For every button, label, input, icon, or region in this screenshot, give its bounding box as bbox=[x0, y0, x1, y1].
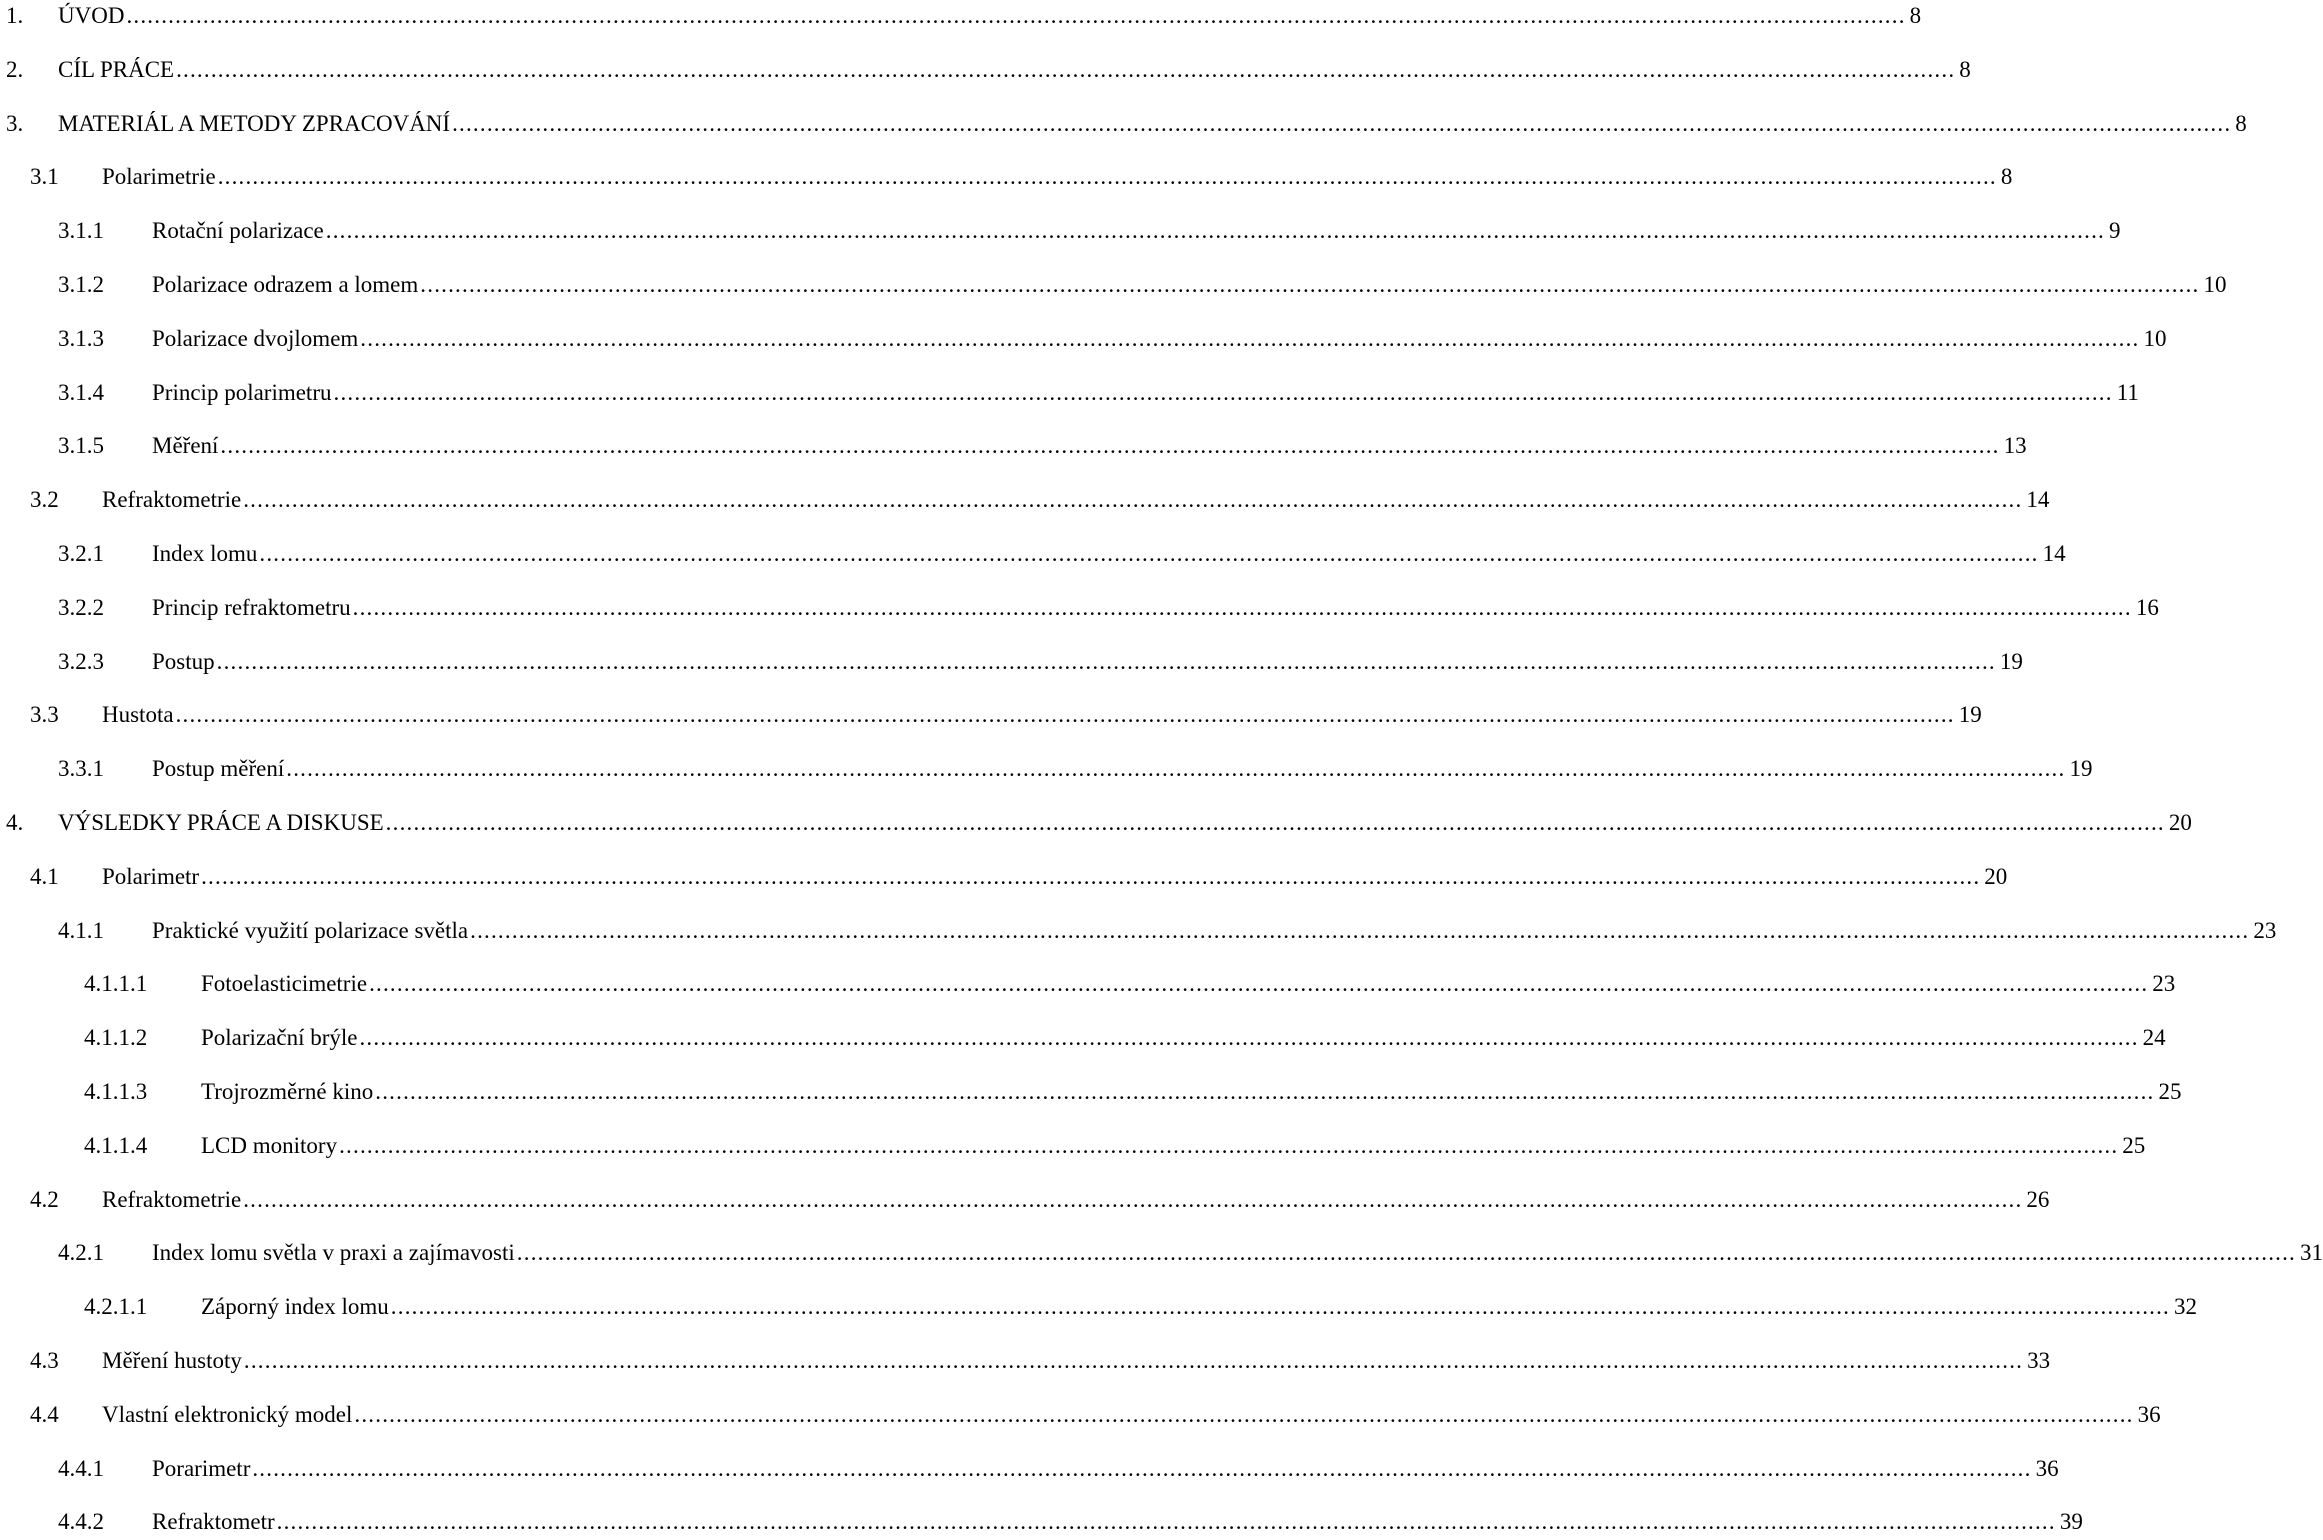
toc-entry-number: 3.1.2 bbox=[58, 272, 104, 297]
toc-entry-page-number[interactable]: 19 bbox=[2069, 756, 2093, 782]
toc-entry[interactable] bbox=[0, 1343, 2051, 1379]
dot-leader bbox=[244, 1343, 2023, 1379]
toc-entry-number: 4.4.1 bbox=[58, 1455, 104, 1481]
toc-entry-number: 4. bbox=[6, 810, 24, 835]
toc-entry-number: 3.2 bbox=[30, 487, 59, 513]
toc-entry-number: 2. bbox=[6, 56, 24, 82]
dot-leader bbox=[277, 1504, 2056, 1540]
toc-entry-page-number[interactable]: 39 bbox=[2059, 1509, 2083, 1535]
toc-entry[interactable] bbox=[0, 267, 2227, 303]
dot-leader bbox=[252, 1451, 2031, 1487]
dot-leader bbox=[243, 482, 2022, 518]
toc-entry-page-number[interactable]: 33 bbox=[2027, 1348, 2051, 1373]
toc-entry-title[interactable]: Vlastní elektronický model bbox=[102, 1401, 353, 1427]
dot-leader bbox=[354, 1397, 2133, 1433]
toc-entry[interactable] bbox=[0, 0, 1922, 34]
toc-entry-number: 3.2.1 bbox=[58, 541, 104, 566]
toc-entry-page-number[interactable]: 19 bbox=[1999, 648, 2023, 674]
toc-entry-page-number[interactable]: 8 bbox=[1959, 56, 1971, 82]
toc-entry-title[interactable]: Polarizace odrazem a lomem bbox=[152, 272, 419, 297]
toc-entry-title[interactable]: Princip polarimetru bbox=[152, 379, 332, 405]
dot-leader bbox=[176, 52, 1955, 88]
toc-entry[interactable] bbox=[0, 805, 2192, 841]
toc-entry-title[interactable]: Index lomu bbox=[152, 541, 258, 566]
toc-entry-page-number[interactable]: 24 bbox=[2142, 1025, 2166, 1051]
toc-entry-page-number[interactable]: 19 bbox=[1958, 702, 1982, 728]
toc-entry-title[interactable]: CÍL PRÁCE bbox=[58, 56, 175, 82]
toc-entry[interactable] bbox=[0, 966, 2176, 1002]
toc-entry-title[interactable]: Index lomu světla v praxi a zajímavosti bbox=[152, 1240, 515, 1266]
toc-entry-title[interactable]: Trojrozměrné kino bbox=[201, 1079, 374, 1104]
dot-leader bbox=[452, 106, 2231, 142]
toc-entry[interactable] bbox=[0, 1020, 2166, 1056]
toc-entry-title[interactable]: Fotoelasticimetrie bbox=[201, 971, 368, 997]
toc-entry-page-number[interactable]: 32 bbox=[2174, 1294, 2197, 1320]
toc-entry-page-number[interactable]: 8 bbox=[2000, 164, 2013, 190]
toc-entry-page-number[interactable]: 36 bbox=[2137, 1401, 2161, 1427]
dot-leader bbox=[369, 966, 2148, 1002]
dot-leader bbox=[353, 590, 2132, 626]
dot-leader bbox=[420, 267, 2199, 303]
toc-entry[interactable] bbox=[0, 1451, 2059, 1487]
toc-entry-number: 4.4 bbox=[30, 1401, 59, 1427]
toc-entry[interactable] bbox=[0, 751, 2093, 787]
toc-entry-title[interactable]: Refraktometrie bbox=[102, 487, 242, 513]
toc-entry-number: 4.1.1.3 bbox=[84, 1079, 148, 1104]
toc-entry[interactable] bbox=[0, 213, 2121, 249]
toc-entry-number: 4.1 bbox=[30, 863, 59, 889]
toc-entry-title[interactable]: Hustota bbox=[102, 702, 174, 728]
toc-entry[interactable] bbox=[0, 1289, 2197, 1325]
toc-entry-page-number[interactable]: 25 bbox=[2122, 1132, 2146, 1158]
toc-entry-page-number[interactable]: 16 bbox=[2135, 594, 2159, 620]
toc-entry-page-number[interactable]: 23 bbox=[2152, 971, 2176, 997]
toc-entry-title[interactable]: MATERIÁL A METODY ZPRACOVÁNÍ bbox=[58, 110, 451, 136]
toc-entry[interactable] bbox=[0, 1235, 2323, 1271]
toc-entry-number: 3.1 bbox=[30, 164, 59, 190]
dot-leader bbox=[286, 751, 2065, 787]
dot-leader bbox=[220, 428, 1999, 464]
toc-entry[interactable] bbox=[0, 1504, 2083, 1540]
toc-entry-page-number[interactable]: 20 bbox=[2168, 810, 2192, 835]
toc-entry-title[interactable]: Záporný index lomu bbox=[201, 1294, 389, 1320]
dot-leader bbox=[517, 1235, 2296, 1271]
toc-entry-number: 4.2 bbox=[30, 1186, 59, 1212]
toc-entry-title[interactable]: Porarimetr bbox=[152, 1455, 251, 1481]
toc-entry-title[interactable]: Refraktometr bbox=[152, 1509, 275, 1535]
toc-entry-title[interactable]: Polarimetrie bbox=[102, 164, 216, 190]
toc-entry-title[interactable]: Refraktometrie bbox=[102, 1186, 242, 1212]
dot-leader bbox=[217, 644, 1996, 680]
toc-entry-page-number[interactable]: 11 bbox=[2116, 379, 2139, 405]
toc-entry-page-number[interactable]: 8 bbox=[2235, 110, 2247, 136]
toc-entry-page-number[interactable]: 26 bbox=[2026, 1186, 2050, 1212]
toc-entry-number: 3.3.1 bbox=[58, 756, 104, 782]
dot-leader bbox=[470, 913, 2249, 949]
dot-leader bbox=[360, 321, 2139, 357]
dot-leader bbox=[339, 1128, 2118, 1164]
toc-entry-page-number[interactable]: 25 bbox=[2158, 1079, 2182, 1104]
toc-entry[interactable] bbox=[0, 375, 2139, 411]
toc-entry[interactable] bbox=[0, 697, 1982, 733]
toc-entry-number: 4.4.2 bbox=[58, 1509, 104, 1535]
toc-entry-number: 3.3 bbox=[30, 702, 59, 728]
dot-leader bbox=[259, 536, 2038, 572]
toc-entry-number: 4.1.1 bbox=[58, 917, 104, 943]
toc-entry[interactable] bbox=[0, 859, 2008, 895]
toc-entry-page-number[interactable]: 36 bbox=[2035, 1455, 2059, 1481]
toc-entry[interactable] bbox=[0, 52, 1971, 88]
dot-leader bbox=[176, 697, 1955, 733]
toc-entry-title[interactable]: Polarimetr bbox=[102, 863, 200, 889]
toc-entry[interactable] bbox=[0, 1397, 2161, 1433]
toc-entry-page-number[interactable]: 8 bbox=[1909, 3, 1922, 28]
toc-entry-number: 3. bbox=[6, 110, 24, 136]
toc-entry[interactable] bbox=[0, 590, 2159, 626]
toc-entry[interactable] bbox=[0, 428, 2027, 464]
toc-entry[interactable] bbox=[0, 913, 2277, 949]
toc-entry[interactable] bbox=[0, 482, 2050, 518]
dot-leader bbox=[201, 859, 1980, 895]
toc-entry[interactable] bbox=[0, 321, 2167, 357]
toc-entry[interactable] bbox=[0, 536, 2066, 572]
toc-entry-page-number[interactable]: 13 bbox=[2003, 433, 2027, 459]
toc-entry-title[interactable]: Rotační polarizace bbox=[152, 218, 324, 244]
toc-entry-page-number[interactable]: 23 bbox=[2253, 917, 2277, 943]
toc-entry-title[interactable]: Měření bbox=[152, 433, 219, 459]
dot-leader bbox=[326, 213, 2105, 249]
toc-entry-page-number[interactable]: 14 bbox=[2026, 487, 2050, 513]
toc-entry-title[interactable]: ÚVOD bbox=[58, 3, 125, 28]
toc-entry-title[interactable]: Polarizace dvojlomem bbox=[152, 325, 359, 351]
toc-entry-title[interactable]: Postup bbox=[152, 648, 215, 674]
toc-entry-number: 1. bbox=[6, 3, 24, 28]
toc-entry-page-number[interactable]: 31 bbox=[2300, 1240, 2323, 1266]
toc-entry-page-number[interactable]: 20 bbox=[1984, 863, 2008, 889]
toc-entry[interactable] bbox=[0, 1128, 2146, 1164]
dot-leader bbox=[243, 1182, 2022, 1218]
toc-entry-number: 4.1.1.4 bbox=[84, 1132, 148, 1158]
toc-entry[interactable] bbox=[0, 159, 2013, 195]
toc-entry-title[interactable]: Měření hustoty bbox=[102, 1348, 242, 1373]
toc-entry-title[interactable]: Princip refraktometru bbox=[152, 594, 351, 620]
toc-entry-number: 4.2.1 bbox=[58, 1240, 104, 1266]
dot-leader bbox=[334, 375, 2113, 411]
toc-entry-title[interactable]: VÝSLEDKY PRÁCE A DISKUSE bbox=[58, 810, 384, 835]
dot-leader bbox=[359, 1020, 2138, 1056]
toc-entry[interactable] bbox=[0, 106, 2247, 142]
toc-entry-page-number[interactable]: 10 bbox=[2203, 272, 2227, 297]
toc-entry-number: 3.2.3 bbox=[58, 648, 104, 674]
toc-entry-number: 4.2.1.1 bbox=[84, 1294, 148, 1320]
toc-entry-title[interactable]: LCD monitory bbox=[201, 1132, 338, 1158]
toc-entry-number: 4.1.1.2 bbox=[84, 1025, 148, 1051]
toc-entry-number: 3.1.4 bbox=[58, 379, 104, 405]
toc-entry[interactable] bbox=[0, 1182, 2050, 1218]
dot-leader bbox=[391, 1289, 2170, 1325]
toc-entry-page-number[interactable]: 14 bbox=[2042, 541, 2066, 566]
dot-leader bbox=[386, 805, 2165, 841]
dot-leader bbox=[375, 1074, 2154, 1110]
dot-leader bbox=[218, 159, 1997, 195]
toc-entry-title[interactable]: Polarizační brýle bbox=[201, 1025, 358, 1051]
toc-entry-title[interactable]: Postup měření bbox=[152, 756, 285, 782]
toc-entry-number: 4.1.1.1 bbox=[84, 971, 148, 997]
dot-leader bbox=[126, 0, 1905, 34]
toc-entry-number: 3.2.2 bbox=[58, 594, 104, 620]
toc-entry-title[interactable]: Praktické využití polarizace světla bbox=[152, 917, 469, 943]
toc-entry-number: 4.3 bbox=[30, 1348, 59, 1373]
toc-entry[interactable] bbox=[0, 644, 2023, 680]
toc-entry-number: 3.1.5 bbox=[58, 433, 104, 459]
toc-entry-page-number[interactable]: 10 bbox=[2143, 325, 2167, 351]
toc-entry-number: 3.1.3 bbox=[58, 325, 104, 351]
toc-entry[interactable] bbox=[0, 1074, 2182, 1110]
toc-entry-page-number[interactable]: 9 bbox=[2108, 218, 2121, 244]
toc-entry-number: 3.1.1 bbox=[58, 218, 104, 244]
